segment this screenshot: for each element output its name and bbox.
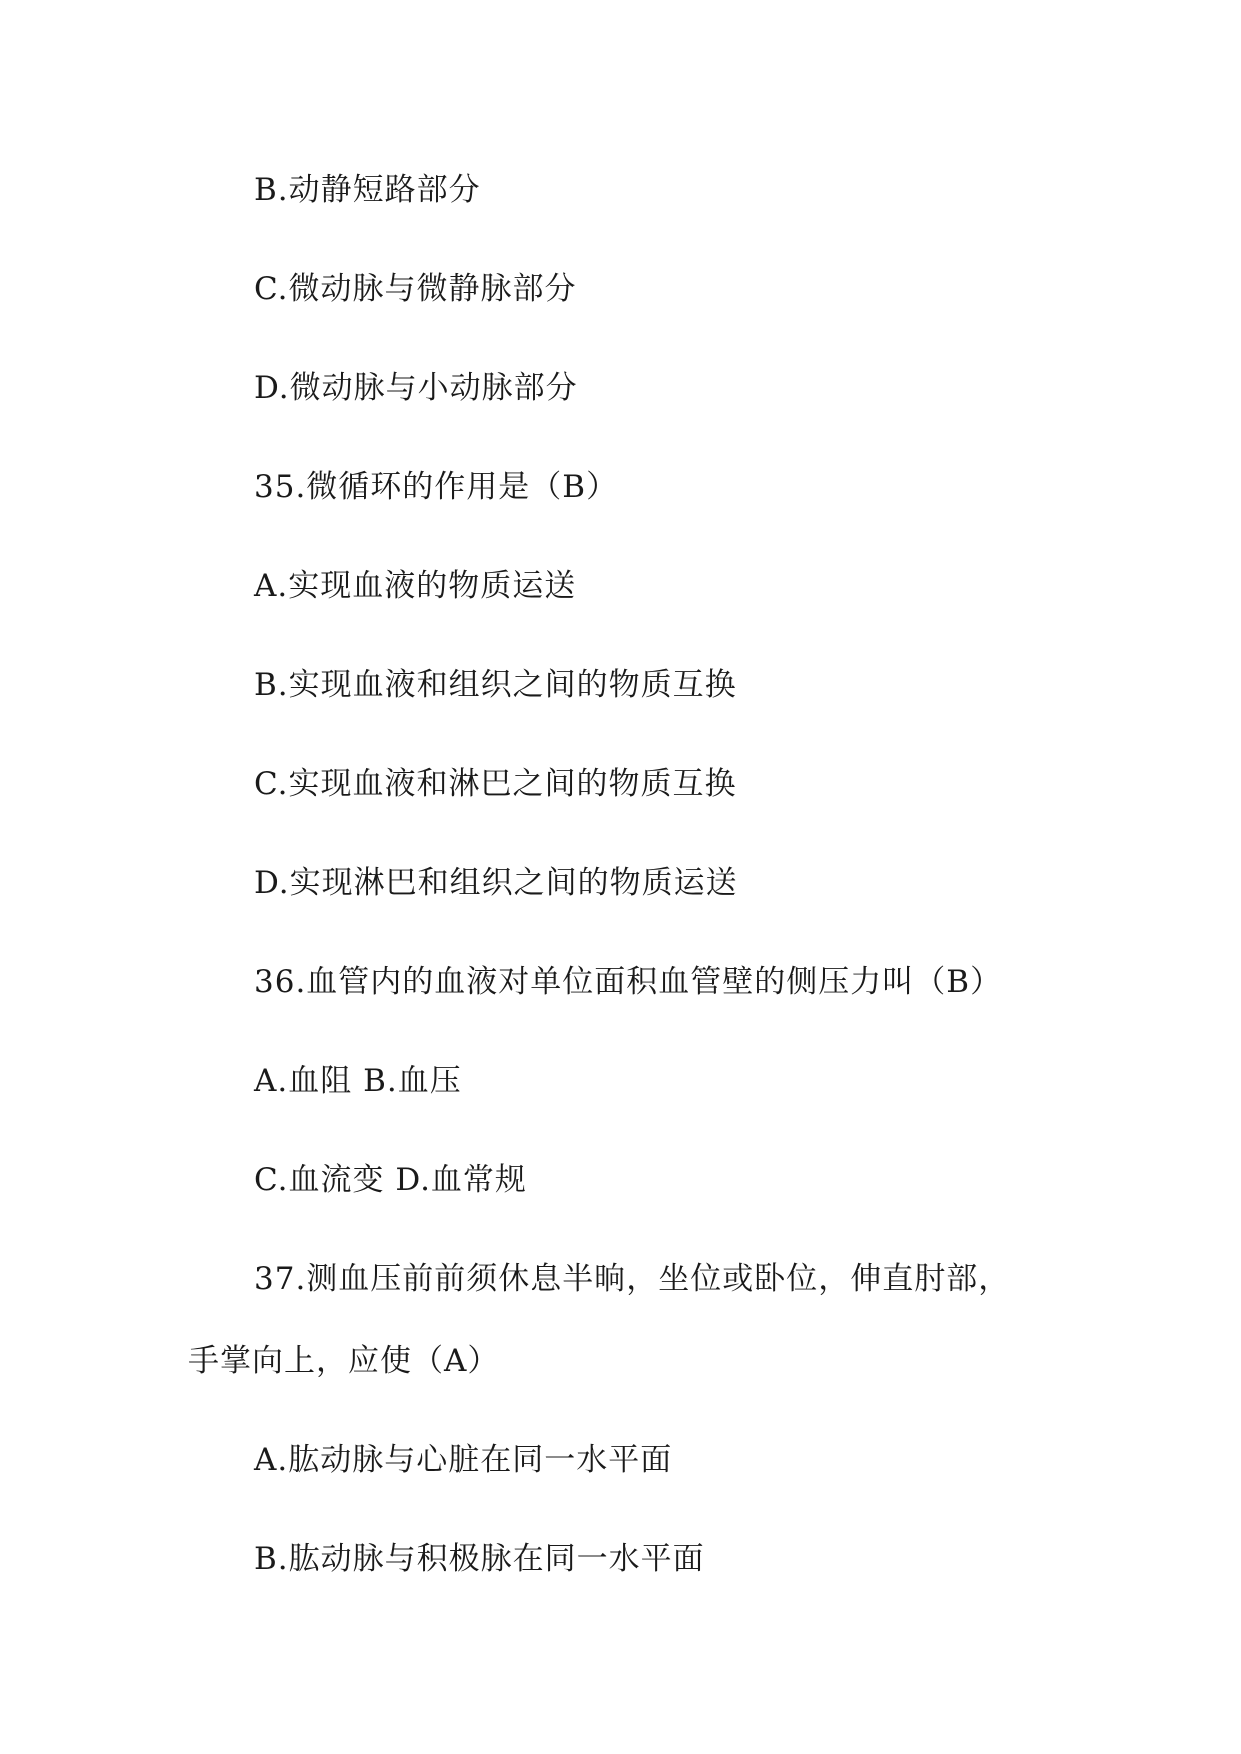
question-36-options-cd: C.血流变 D.血常规 bbox=[254, 1162, 527, 1198]
question-35-option-c: C.实现血液和淋巴之间的物质互换 bbox=[254, 766, 737, 802]
question-37-line-1: 37.测血压前前须休息半晌，坐位或卧位，伸直肘部， bbox=[254, 1261, 1011, 1297]
question-37-option-b: B.肱动脉与积极脉在同一水平面 bbox=[254, 1541, 705, 1577]
option-b-arteriovenous-shunt: B.动静短路部分 bbox=[254, 172, 481, 208]
question-35-option-d: D.实现淋巴和组织之间的物质运送 bbox=[254, 865, 738, 901]
option-d-arteriole-small-artery: D.微动脉与小动脉部分 bbox=[254, 370, 578, 406]
question-37-option-a: A.肱动脉与心脏在同一水平面 bbox=[254, 1442, 673, 1478]
question-36: 36.血管内的血液对单位面积血管壁的侧压力叫（B） bbox=[254, 964, 1003, 1000]
option-c-arteriole-venule: C.微动脉与微静脉部分 bbox=[254, 271, 577, 307]
question-35: 35.微循环的作用是（B） bbox=[254, 469, 619, 505]
question-37-line-2: 手掌向上，应使（A） bbox=[188, 1343, 500, 1379]
question-36-options-ab: A.血阻 B.血压 bbox=[254, 1063, 462, 1099]
question-35-option-b: B.实现血液和组织之间的物质互换 bbox=[254, 667, 737, 703]
question-35-option-a: A.实现血液的物质运送 bbox=[254, 568, 577, 604]
